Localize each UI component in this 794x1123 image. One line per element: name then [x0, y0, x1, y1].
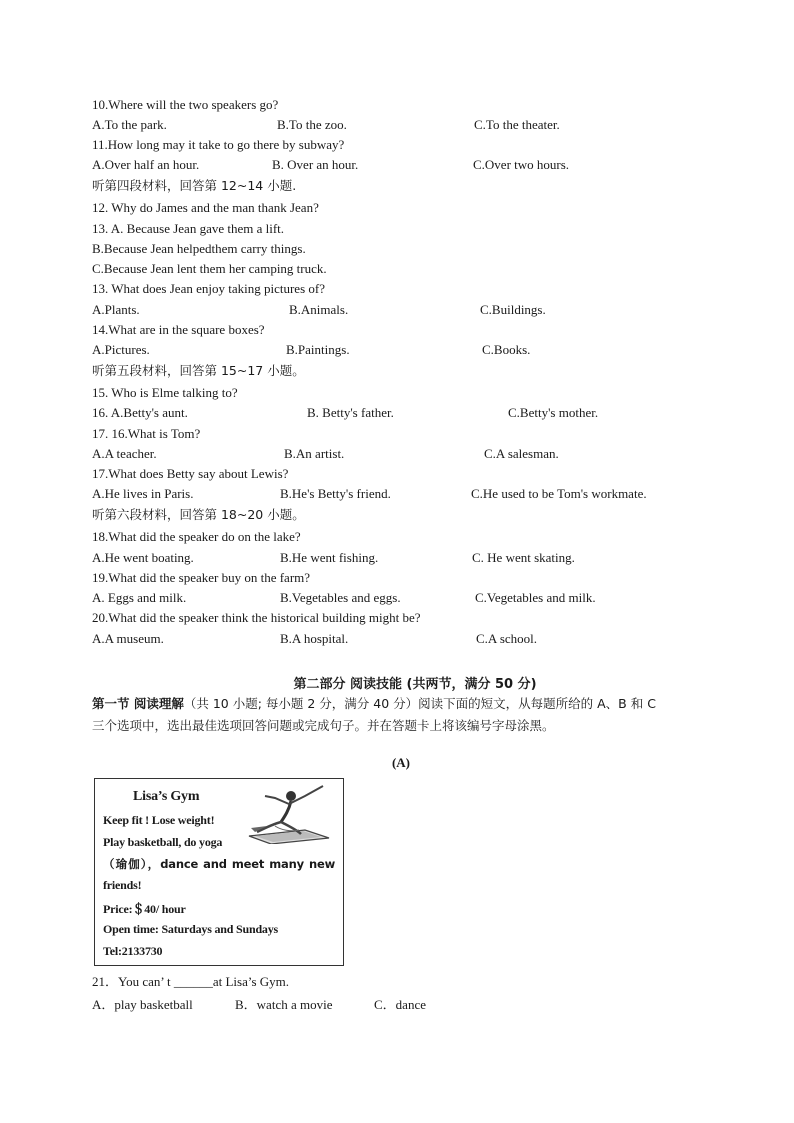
question-17a-option-c: C.A salesman. [484, 446, 559, 461]
ad-price: Price:＄40/ hour [103, 902, 186, 916]
reading-section-label: 第一节 阅读理解 [92, 696, 184, 711]
ad-line-3: （瑜伽），dance and meet many new [103, 857, 335, 871]
question-14-option-b: B.Paintings. [286, 342, 350, 357]
section2-instructions [92, 693, 712, 737]
ad-phone: Tel:2133730 [103, 944, 163, 958]
question-21-option-b: B．watch a movie [235, 997, 333, 1012]
question-16-option-c: C.Betty's mother. [508, 405, 599, 420]
question-17b-option-b: B.He's Betty's friend. [280, 486, 391, 501]
passage-label: (A) [391, 755, 411, 770]
question-20-stem: 20.What did the speaker think the historical building might be? [92, 610, 421, 625]
question-19-stem: 19.What did the speaker buy on the farm? [92, 570, 311, 585]
question-10-option-b: B.To the zoo. [277, 117, 347, 132]
question-20-option-a: A.A museum. [92, 631, 164, 646]
part4-instruction: 听第四段材料，回答第 12~14 小题. [92, 178, 297, 193]
question-13a-stem: 13. A. Because Jean gave them a lift. [92, 221, 285, 236]
instruction-line-2: 三个选项中，选出最佳选项回答问题或完成句子。并在答题卡上将该编号字母涂黑。 [92, 718, 555, 733]
question-10-option-a: A.To the park. [92, 117, 167, 132]
question-19-option-b: B.Vegetables and eggs. [280, 590, 401, 605]
question-17a-option-a: A.A teacher. [92, 446, 157, 461]
question-20-option-b: B.A hospital. [280, 631, 349, 646]
ad-line-2: Play basketball, do yoga [103, 835, 223, 849]
part6-instruction: 听第六段材料，回答第 18~20 小题。 [92, 507, 305, 522]
question-10-option-c: C.To the theater. [474, 117, 560, 132]
question-17a-stem: 17. 16.What is Tom? [92, 426, 201, 441]
question-12-stem: 12. Why do James and the man thank Jean? [92, 200, 319, 215]
instruction-line-1: （共 10 小题; 每小题 2 分，满分 40 分）阅读下面的短文，从每题所给的 A、B 和 C [183, 696, 656, 711]
question-13b-option-c: C.Buildings. [480, 302, 546, 317]
question-14-option-c: C.Books. [482, 342, 531, 357]
question-13-stem: 13. What does Jean enjoy taking pictures of? [92, 281, 325, 296]
question-20-option-c: C.A school. [476, 631, 538, 646]
question-19-option-a: A. Eggs and milk. [92, 590, 187, 605]
question-18-option-b: B.He went fishing. [280, 550, 379, 565]
question-18-stem: 18.What did the speaker do on the lake? [92, 529, 301, 544]
question-17a-option-b: B.An artist. [284, 446, 345, 461]
question-17b-stem: 17.What does Betty say about Lewis? [92, 466, 289, 481]
question-11-option-b: B. Over an hour. [272, 157, 359, 172]
ad-line-4: friends! [103, 878, 142, 892]
question-14-stem: 14.What are in the square boxes? [92, 322, 265, 337]
question-13-option-c: C.Because Jean lent them her camping truck. [92, 261, 327, 276]
question-17b-option-a: A.He lives in Paris. [92, 486, 194, 501]
question-19-option-c: C.Vegetables and milk. [475, 590, 596, 605]
question-14-option-a: A.Pictures. [92, 342, 150, 357]
yoga-figure-icon [245, 782, 339, 844]
question-10-stem: 10.Where will the two speakers go? [92, 97, 279, 112]
question-16-option-b: B. Betty's father. [307, 405, 394, 420]
question-21-option-c: C．dance [374, 997, 426, 1012]
question-18-option-c: C. He went skating. [472, 550, 575, 565]
ad-open-time: Open time: Saturdays and Sundays [103, 922, 278, 936]
question-21-option-a: A．play basketball [92, 997, 193, 1012]
question-13b-option-a: A.Plants. [92, 302, 140, 317]
question-18-option-a: A.He went boating. [92, 550, 194, 565]
question-11-option-a: A.Over half an hour. [92, 157, 200, 172]
gym-advertisement [94, 778, 344, 966]
question-15-stem: 15. Who is Elme talking to? [92, 385, 238, 400]
question-11-stem: 11.How long may it take to go there by subway? [92, 137, 345, 152]
question-17b-option-c: C.He used to be Tom's workmate. [471, 486, 647, 501]
ad-title: Lisa’s Gym [133, 789, 200, 804]
question-16-option-a: 16. A.Betty's aunt. [92, 405, 188, 420]
ad-line-1: Keep fit ! Lose weight! [103, 813, 215, 827]
section2-heading: 第二部分 阅读技能 (共两节，满分 50 分) [293, 677, 537, 692]
question-13-option-b: B.Because Jean helpedthem carry things. [92, 241, 306, 256]
question-13b-option-b: B.Animals. [289, 302, 349, 317]
part5-instruction: 听第五段材料，回答第 15~17 小题。 [92, 363, 305, 378]
question-21-stem: 21．You can’ t ______at Lisa’s Gym. [92, 974, 290, 989]
question-11-option-c: C.Over two hours. [473, 157, 570, 172]
